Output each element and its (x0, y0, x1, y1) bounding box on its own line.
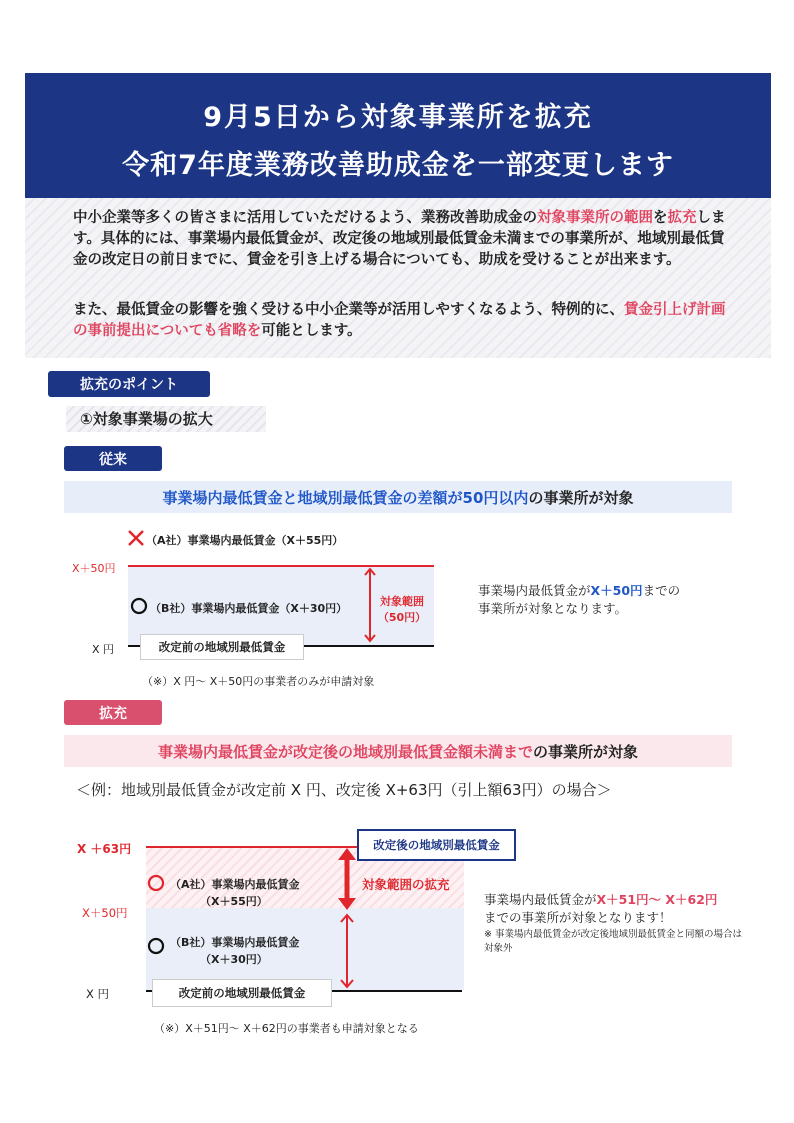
before-note-line2: 事業所が対象となります。 (478, 601, 628, 616)
after-company-a (170, 876, 300, 910)
after-expanded-arrow (337, 847, 357, 911)
after-company-a-line2: （X＋55円） (200, 895, 268, 908)
before-base-label: 改定前の地域別最低賃金 (140, 634, 304, 660)
circle-icon (130, 597, 148, 615)
before-top-line (128, 565, 434, 567)
before-note (478, 582, 680, 618)
cross-icon (126, 528, 146, 548)
before-band (64, 481, 732, 513)
intro-text: 中小企業等多くの皆さまに活用していただけるよう、業務改善助成金の (73, 210, 537, 226)
intro-text: また、最低賃金の影響を強く受ける中小企業等が活用しやすくなるよう、特例的に、 (73, 302, 624, 318)
before-range-label-1: 対象範囲 (380, 595, 424, 608)
before-range-label-2: （50円） (377, 611, 427, 624)
after-tick-base: X 円 (86, 987, 110, 1001)
circle-icon (147, 874, 165, 892)
before-tag: 従来 (64, 446, 162, 471)
after-note-small: ※ 事業場内最低賃金が改定後地域別最低賃金と同額の場合は対象外 (484, 929, 742, 954)
after-tick-top: X ＋63円 (77, 842, 132, 856)
before-tick-base: X 円 (92, 643, 115, 656)
before-range-label (374, 594, 430, 626)
before-company-a: （A社）事業場内最低賃金（X＋55円） (146, 534, 344, 547)
points-label: 拡充のポイント (48, 371, 210, 397)
after-band-tail: の事業所が対象 (533, 742, 639, 761)
intro-highlight: 賃金引上げ計画の事前提出についても省略を (73, 302, 726, 339)
intro-section (25, 198, 771, 358)
after-note-line2: までの事業所が対象となります！ (484, 910, 672, 925)
after-tick-mid: X＋50円 (82, 906, 128, 920)
intro-paragraph-1 (73, 208, 733, 271)
before-note-text: 事業場内最低賃金が (478, 583, 591, 598)
after-company-b-line1: （B社）事業場内最低賃金 (170, 936, 300, 949)
after-new-wage-label: 改定後の地域別最低賃金 (357, 829, 516, 861)
intro-paragraph-2 (73, 300, 733, 342)
after-original-arrow (339, 912, 355, 990)
circle-icon (147, 937, 165, 955)
header-title-line2: 令和7年度業務改善助成金を一部変更します (122, 150, 674, 181)
intro-text: 可能とします。 (261, 323, 362, 339)
before-footnote: （※）X 円～ X＋50円の事業者のみが申請対象 (142, 675, 375, 688)
after-company-b (170, 934, 299, 968)
after-company-a-line1: （A社）事業場内最低賃金 (170, 878, 300, 891)
points-subheading: ①対象事業場の拡大 (66, 406, 266, 432)
page-header (25, 73, 771, 198)
after-band-highlight: 事業場内最低賃金が改定後の地域別最低賃金額未満まで (157, 742, 533, 761)
after-note (484, 891, 749, 956)
after-example: ＜例：地域別最低賃金が改定前 X 円、改定後 X+63円（引上額63円）の場合＞ (76, 781, 612, 799)
after-note-text: 事業場内最低賃金が (484, 892, 597, 907)
after-base-label: 改定前の地域別最低賃金 (152, 979, 332, 1007)
before-company-b: （B社）事業場内最低賃金（X＋30円） (150, 602, 348, 615)
intro-text: します。具体的には、事業場内最低賃金が、改定後の地域別最低賃金未満までの事業所が、地域別最低賃金の改定日の前日までに、賃金を引き上げる場合についても、助成を受けることが出来ます。 (73, 210, 726, 268)
before-note-text: までの (642, 583, 681, 598)
after-tag: 拡充 (64, 700, 162, 725)
before-tick-top: X＋50円 (72, 562, 116, 575)
intro-text: を (653, 210, 668, 226)
header-title-line1: 9月5日から対象事業所を拡充 (203, 102, 593, 133)
after-company-b-line2: （X＋30円） (200, 953, 268, 966)
intro-highlight: 対象事業所の範囲 (537, 210, 653, 226)
before-note-highlight: X＋50円 (590, 583, 643, 598)
before-band-tail: の事業所が対象 (528, 488, 634, 507)
after-note-highlight: X＋51円～ X＋62円 (596, 892, 718, 907)
after-footnote: （※）X＋51円～ X＋62円の事業者も申請対象となる (154, 1022, 419, 1035)
after-range-label: 対象範囲の拡充 (362, 877, 450, 892)
intro-highlight: 拡充 (667, 210, 697, 226)
after-band (64, 735, 732, 767)
before-band-highlight: 事業場内最低賃金と地域別最低賃金の差額が50円以内 (162, 488, 529, 507)
